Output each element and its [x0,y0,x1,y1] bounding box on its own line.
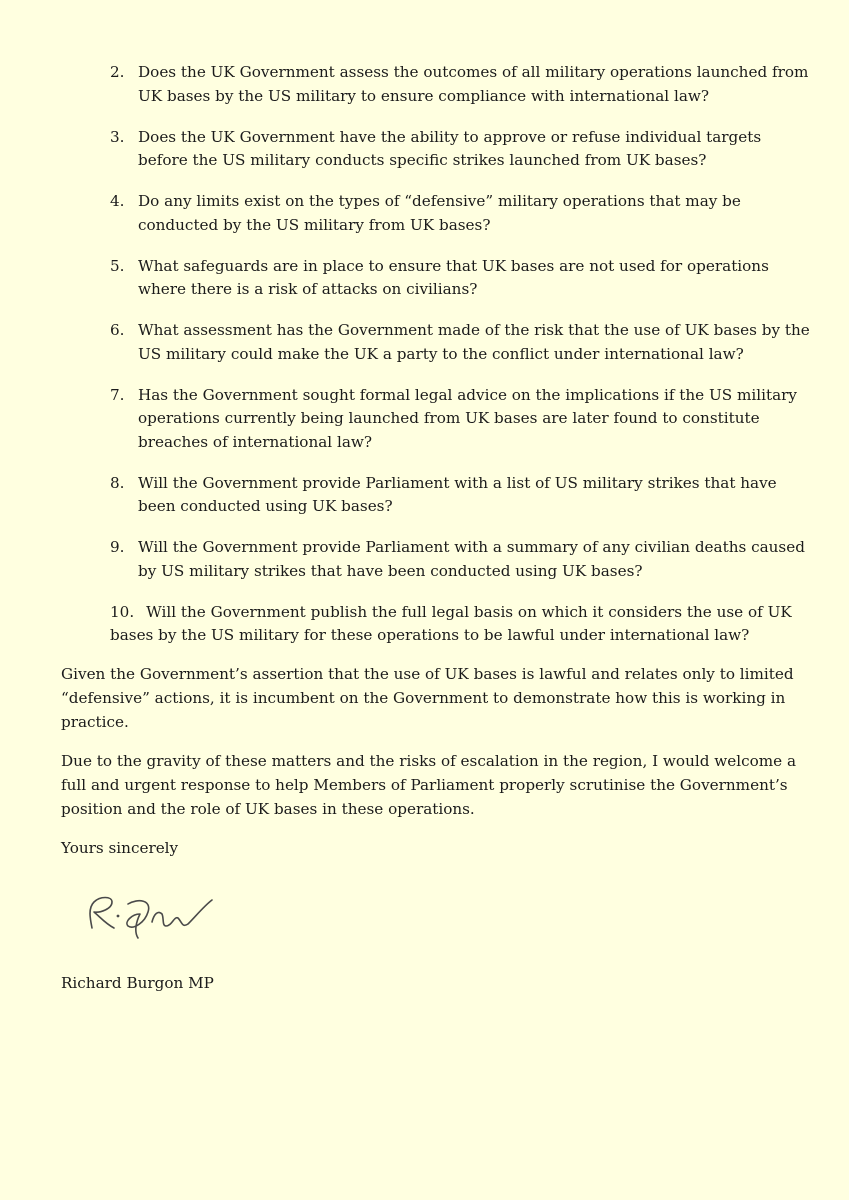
question-text: What assessment has the Government made of the risk that the use of UK bases by the US military could make the UK a party to the conflict under international law? [138,321,810,363]
question-number: 10. [110,602,135,621]
closing-salutation: Yours sincerely [61,839,179,857]
question-number: 4. [110,192,125,210]
question-list [110,61,810,665]
question-text: Does the UK Government have the ability to approve or refuse individual targets before the US military conducts specific strikes launched from UK bases? [138,127,762,169]
paragraph-request: Due to the gravity of these matters and the risks of escalation in the region, I would welcome a full and urgent response to help Members of Parliament properly scrutinise the Government’s position and the role of UK bases in these operations. [61,752,797,818]
question-number: 8. [110,473,125,492]
list-item [110,61,810,108]
list-item [110,126,810,173]
signature-image [78,882,218,942]
question-text: Will the Government provide Parliament with a summary of any civilian deaths caused by US military strikes that have been conducted using UK bases? [138,538,805,580]
question-text: Has the Government sought formal legal advice on the implications if the US military operations currently being launched from UK bases are later found to constitute breaches of international law? [138,385,797,451]
list-item [110,255,810,302]
list-item [110,190,810,237]
question-number: 7. [110,385,125,404]
list-item [110,384,810,455]
question-number: 2. [110,63,125,81]
paragraph-assertion: Given the Government’s assertion that the use of UK bases is lawful and relates only to limited “defensive” actions, it is incumbent on the Government to demonstrate how this is working in practice. [61,665,794,731]
question-number: 9. [110,538,125,556]
signatory-name: Richard Burgon MP [61,974,214,992]
question-text: What safeguards are in place to ensure that UK bases are not used for operations where there is a risk of attacks on civilians? [138,256,769,298]
question-number: 5. [110,256,125,275]
question-text: Will the Government provide Parliament with a list of US military strikes that have been conducted using UK bases? [138,473,777,515]
question-text: Does the UK Government assess the outcomes of all military operations launched from UK bases by the US military to ensure compliance with international law? [138,63,809,105]
list-item [110,536,810,583]
question-number: 3. [110,127,125,146]
list-item [110,601,810,648]
question-number: 6. [110,321,125,339]
question-text: Do any limits exist on the types of “defensive” military operations that may be conducted by the US military from UK bases? [138,192,741,234]
list-item [110,319,810,366]
list-item [110,472,810,519]
question-text: Will the Government publish the full legal basis on which it considers the use of UK bases by the US military for these operations to be lawful under international law? [110,602,792,644]
